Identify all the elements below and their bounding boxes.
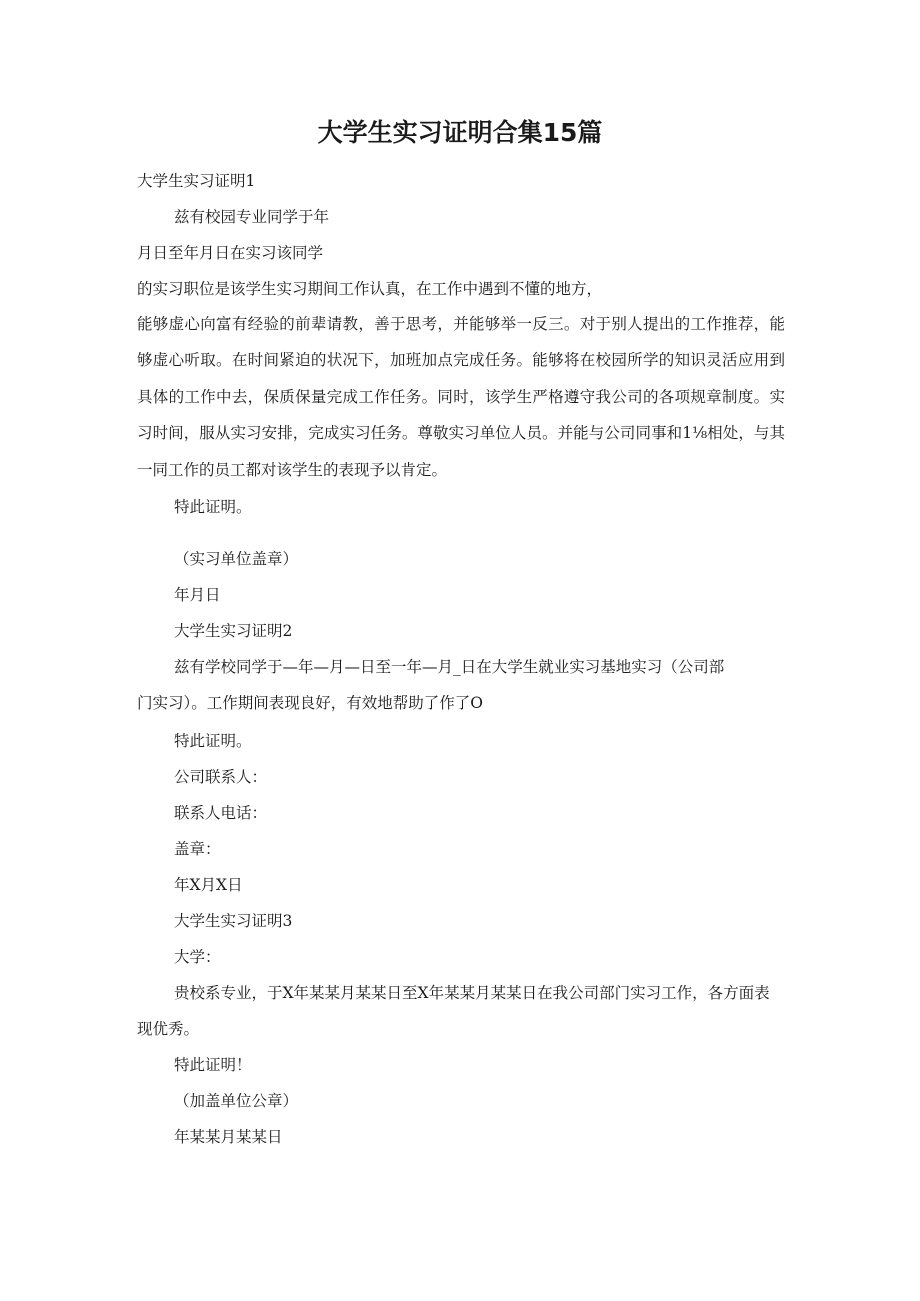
document-title: 大学生实习证明合集15篇 [317, 118, 603, 147]
section-1-paragraph: 能够虚心向富有经验的前辈请教，善于思考，并能够举一反三。对于别人提出的工作推荐，能够虚心听取。在时间紧迫的状况下，加班加点完成任务。能够将在校园所学的知识灵活应用到具体的工作中去，保质保量完成工作任务。同时，该学生严格遵守我公司的各项规章制度。实习时间，服从实习安排，完成实习任务。尊敬实习单位人员。并能与公司同事和1⅛相处，与其一同工作的员工都对该学生的表现予以肯定。 [137, 315, 785, 479]
section-1-line-a: 兹有校园专业同学于年 [174, 208, 330, 226]
section-3-addressee: 大学： [174, 948, 221, 966]
section-1-date: 年月日 [174, 586, 221, 604]
section-3-seal: （加盖单位公章） [174, 1092, 299, 1110]
section-1-heading: 大学生实习证明1 [137, 172, 256, 190]
section-3-line-a: 贵校系专业，于X年某某月某某日至X年某某月某某日在我公司部门实习工作，各方面表 [174, 984, 770, 1002]
section-3-date: 年某某月某某日 [174, 1128, 283, 1146]
section-2-certify: 特此证明。 [174, 732, 252, 750]
section-2-seal: 盖章： [174, 840, 221, 858]
section-2-line-a: 兹有学校同学于—年—月—日至一年—月_日在大学生就业实习基地实习（公司部 [174, 658, 725, 676]
section-2-line-b: 门实习）。工作期间表现良好，有效地帮助了作了O [137, 694, 483, 712]
section-2-date: 年X月X日 [174, 876, 243, 894]
section-1-line-b: 月日至年月日在实习该同学 [137, 244, 324, 262]
section-2-contact: 公司联系人： [174, 768, 268, 786]
section-2-heading: 大学生实习证明2 [174, 622, 293, 640]
section-1-certify: 特此证明。 [174, 498, 252, 516]
section-1-seal: （实习单位盖章） [174, 550, 299, 568]
section-1-line-c: 的实习职位是该学生实习期间工作认真，在工作中遇到不懂的地方， [137, 280, 603, 298]
section-3-line-b: 现优秀。 [137, 1020, 200, 1038]
section-3-certify: 特此证明！ [174, 1056, 252, 1074]
section-2-phone: 联系人电话： [174, 804, 268, 822]
section-3-heading: 大学生实习证明3 [174, 912, 293, 930]
